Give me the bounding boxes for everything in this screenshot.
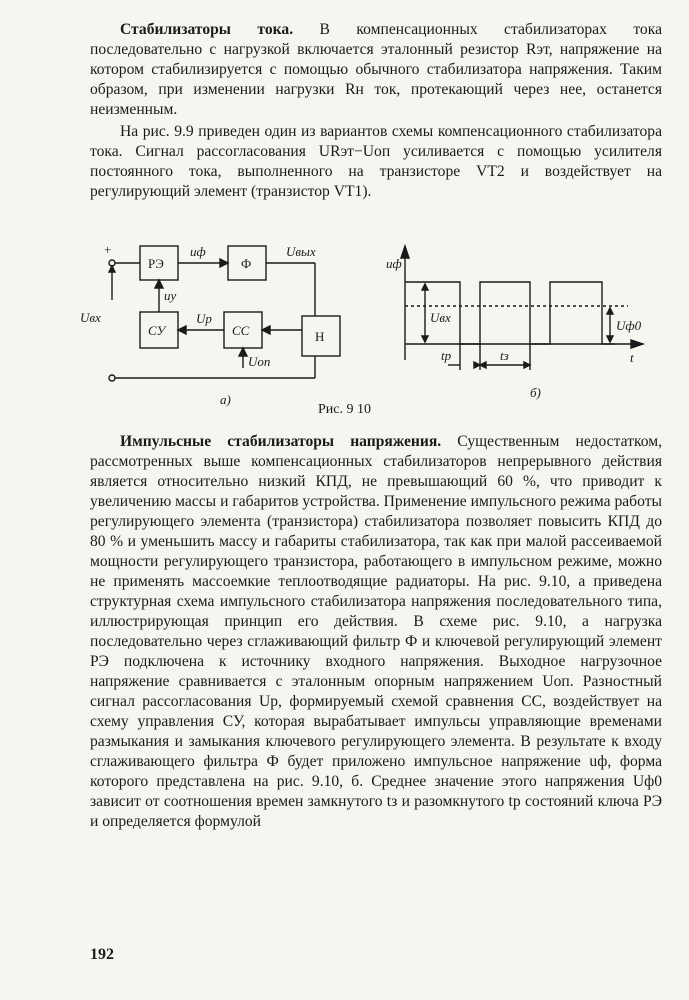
paragraph-current-stabilizers: [90, 20, 662, 120]
label-plus: +: [104, 242, 112, 257]
label-uvx: Uвх: [80, 310, 101, 325]
label-b-uvx: Uвх: [430, 310, 451, 325]
subfigure-b-label: б): [530, 385, 541, 400]
paragraph-pulse-stabilizers-text: Существенным недостатком, рассмотренных выше компенсационных стабилизаторов непрерывного действия является относительно низкий КПД, не превышающий 60 %, что приводит к увеличению массы и габаритов устройства. Применение импульсного режима работы регулирующего элемента (транзистора) стабилизатора позволяет повысить КПД до 80 % и уменьшить массу и габариты стабилизатора, так как при малой рассеиваемой мощности регулирующего транзистора, работающего в импульсном режиме, можно не применять массоемкие теплоотводящие радиаторы. На рис. 9.10, а приведена структурная схема импульсного стабилизатора напряжения последовательного типа, иллюстрирующая принцип его действия. В схеме рис. 9.10, а нагрузка последовательно через сглаживающий фильтр Ф и ключевой регулирующий элемент РЭ подключена к источнику входного напряжения. Выходное нагрузочное напряжение сравнивается с эталонным опорным напряжением Uоп. Разностный сигнал рассогласования Uр, формируемый схемой сравнения СС, воздействует на схему управления СУ, которая вырабатывает импульсы управляющие временами размыкания и замыкания ключевого регулирующего элемента. В результате к входу сглаживающего фильтра Ф будет приложено импульсное напряжение uф, форма которого представлена на рис. 9.10, б. Среднее значение этого напряжения Uф0 зависит от соотношения времен замкнутого tз и разомкнутого tр состояний ключа РЭ и определяется формулой: [90, 433, 662, 830]
label-b-t: t: [630, 350, 634, 365]
figure-caption: Рис. 9 10: [318, 402, 371, 417]
label-uvyh: Uвых: [286, 244, 316, 259]
input-terminal-minus: [109, 375, 115, 381]
label-b-t3: tз: [500, 348, 509, 363]
label-uy: uу: [164, 288, 177, 303]
subfigure-a-label: а): [220, 392, 231, 407]
paragraph-fig-9-9: На рис. 9.9 приведен один из вариантов схемы компенсационного стабилизатора тока. Сигнал рассогласования URэт−Uоп усиливается с помощью усилителя постоянного тока, выполненного на транзисторе VT2 и воздействует на регулирующий элемент (транзистор VT1).: [90, 123, 662, 200]
label-b-uf0: Uф0: [616, 318, 642, 333]
paragraph-current-stabilizers-text: В компенсационных стабилизаторах тока последовательно с нагрузкой включается эталонный резистор Rэт, напряжение на котором стабилизируется с помощью обычного стабилизатора напряжения. Таким образом, при изменении нагрузки Rн ток, протекающий через нее, останется неизменным.: [90, 21, 662, 118]
label-b-uf: uф: [386, 256, 402, 271]
page-number: 192: [90, 946, 114, 963]
heading-current-stabilizers: Стабилизаторы тока.: [120, 21, 294, 38]
block-ss-label: СС: [232, 323, 250, 338]
label-b-tp: tр: [441, 348, 452, 363]
paragraph-pulse-stabilizers: [90, 432, 662, 832]
block-su-label: СУ: [148, 323, 166, 338]
block-f-label: Ф: [241, 256, 252, 271]
label-uf: uф: [190, 244, 206, 259]
block-n-label: Н: [315, 329, 325, 344]
figure-9-10: [80, 232, 660, 412]
label-uop: Uоп: [248, 354, 271, 369]
block-re-label: РЭ: [148, 256, 164, 271]
label-up: Uр: [196, 311, 212, 326]
heading-pulse-stabilizers: Импульсные стабилизаторы напряжения.: [120, 433, 442, 450]
